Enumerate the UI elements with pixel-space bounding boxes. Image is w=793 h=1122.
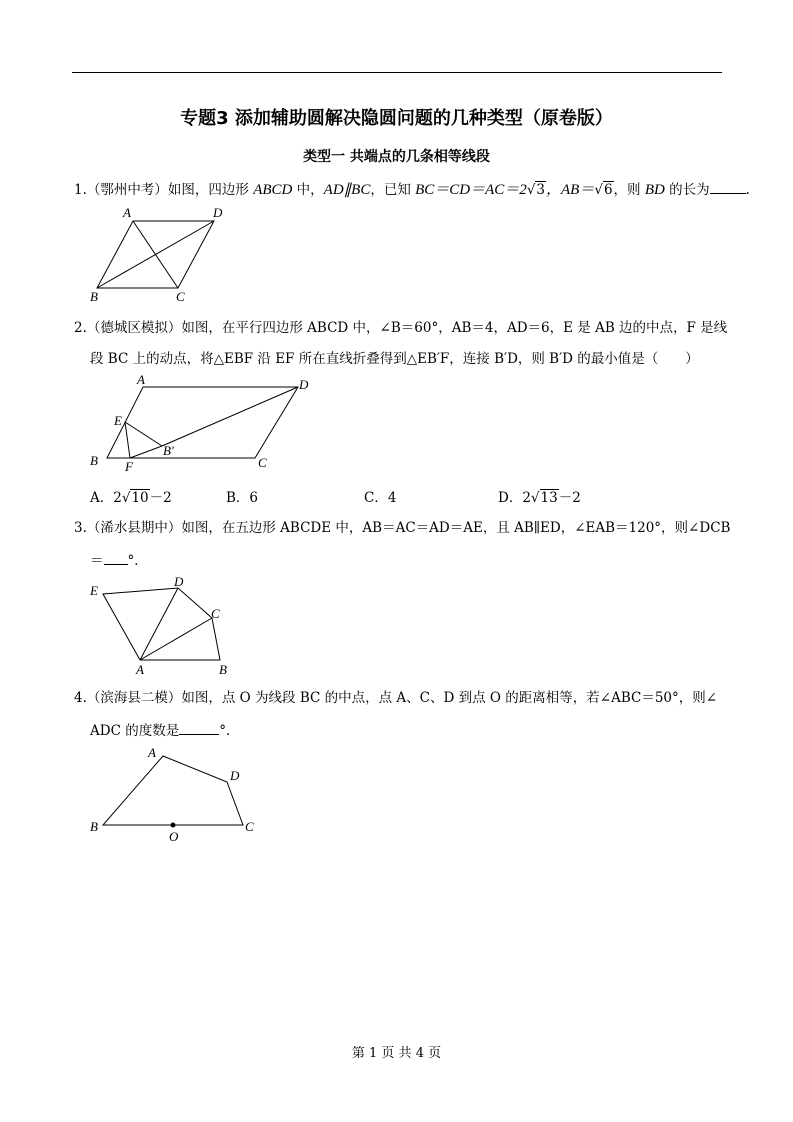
page-footer: 第 1 页 共 4 页 (351, 1046, 442, 1061)
svg-text:B′: B′ (163, 443, 174, 458)
svg-text:D: D (174, 574, 184, 589)
question-4-line2: ADC 的度数是 °． (90, 723, 240, 739)
svg-text:A: A (123, 205, 131, 220)
section-title: 类型一 共端点的几条相等线段 (303, 149, 490, 165)
svg-text:B: B (90, 819, 98, 834)
option-a[interactable]: A．2√10－2 (90, 490, 172, 506)
question-3-line2: ＝ °． (90, 553, 148, 569)
svg-text:C: C (258, 455, 267, 470)
option-d[interactable]: D．2√13－2 (498, 490, 581, 506)
svg-text:B: B (219, 662, 227, 677)
svg-text:A: A (148, 745, 156, 760)
svg-text:O: O (169, 829, 179, 844)
svg-text:D: D (299, 377, 309, 392)
question-4-line1: 4.（滨海县二模）如图，点 O 为线段 BC 的中点，点 A、C、D 到点 O 的距离相等，若∠ABC＝50°，则∠ (74, 690, 718, 706)
figure-1 (90, 205, 223, 304)
svg-text:E: E (90, 583, 98, 598)
svg-text:F: F (125, 459, 133, 474)
svg-text:D: D (230, 768, 240, 783)
figure-3 (89, 574, 227, 677)
page-title: 专题3 添加辅助圆解决隐圆问题的几种类型（原卷版） (180, 108, 613, 129)
svg-text:C: C (245, 819, 254, 834)
svg-text:B: B (90, 453, 98, 468)
svg-text:A: A (136, 662, 144, 677)
svg-text:C: C (211, 606, 220, 621)
option-c[interactable]: C．4 (364, 490, 397, 506)
figure-2 (90, 372, 309, 474)
svg-text:E: E (114, 413, 122, 428)
svg-text:C: C (176, 289, 185, 304)
question-2-line1: 2.（德城区模拟）如图，在平行四边形 ABCD 中，∠B＝60°，AB＝4，AD＝6，E 是 AB 边的中点，F 是线 (74, 320, 728, 336)
svg-text:D: D (213, 205, 223, 220)
figure-4 (90, 745, 254, 844)
svg-text:B: B (90, 289, 98, 304)
question-2-line2: 段 BC 上的动点，将△EBF 沿 EF 所在直线折叠得到△EB′F，连接 B′D，则 B′D 的最小值是（ ） (90, 351, 699, 367)
svg-text:A: A (137, 372, 145, 387)
question-1: 1.（鄂州中考）如图，四边形 ABCD 中，AD∥BC，已知 BC＝CD＝AC＝2√3，AB＝√6，则 BD 的长为 . (74, 182, 750, 198)
question-3-line1: 3.（浠水县期中）如图，在五边形 ABCDE 中，AB＝AC＝AD＝AE，且 AB∥ED，∠EAB＝120°，则∠DCB (74, 520, 731, 536)
option-b[interactable]: B．6 (226, 490, 259, 506)
